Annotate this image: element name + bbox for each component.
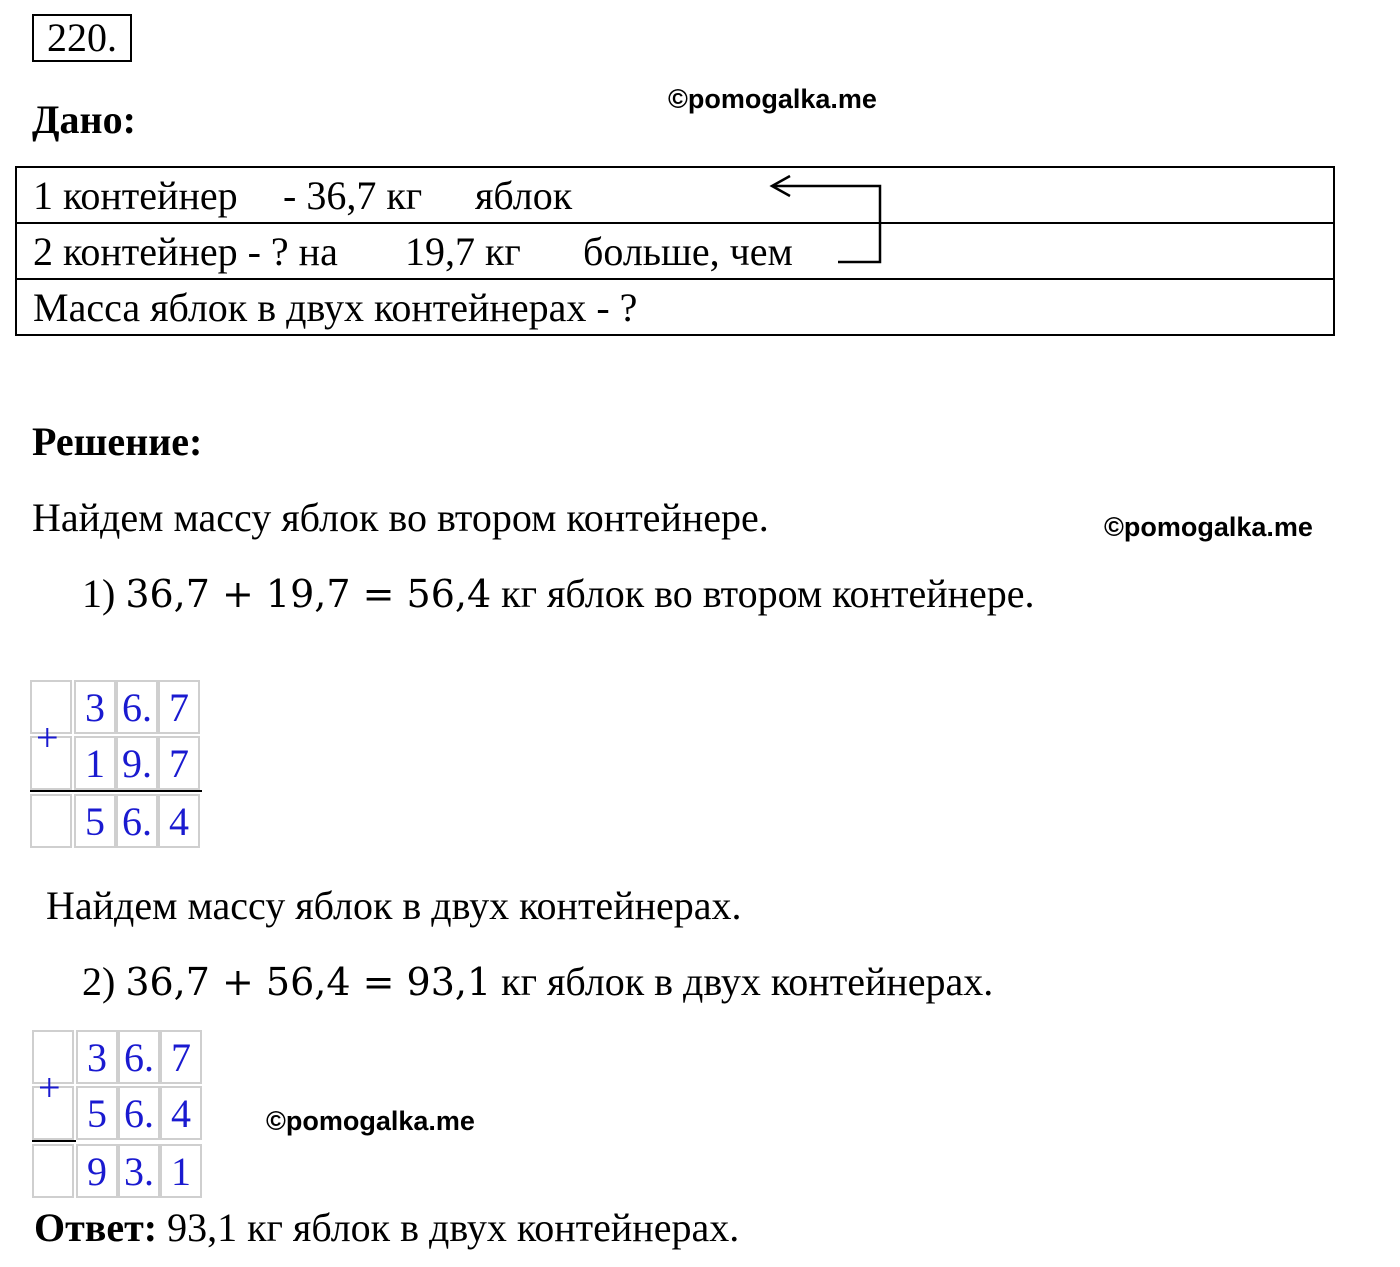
digit-cell: 7 (158, 680, 200, 734)
digit-cell: 5 (74, 794, 116, 848)
problem-number: 220. (32, 14, 132, 62)
digit-cell: 7 (160, 1030, 202, 1084)
watermark: ©pomogalka.me (1104, 512, 1313, 542)
given-heading: Дано: (32, 97, 136, 142)
result-line (32, 1140, 76, 1142)
given-row-2-value: 19,7 кг (405, 229, 521, 274)
step1-intro: Найдем массу яблок во втором контейнере. (32, 495, 769, 540)
given-row-3 (17, 280, 1333, 336)
given-table (15, 166, 1335, 336)
given-row-1-label: 1 контейнер (33, 173, 238, 218)
answer-text: 93,1 кг яблок в двух контейнерах. (167, 1205, 740, 1250)
given-row-2 (17, 224, 1333, 280)
watermark: ©pomogalka.me (266, 1106, 475, 1136)
digit-cell: 5 (76, 1086, 118, 1140)
given-row-1-value: - 36,7 кг (283, 173, 423, 218)
digit-cell: 4 (158, 794, 200, 848)
digit-cell: 4 (160, 1086, 202, 1140)
step2-suffix: кг яблок в двух контейнерах. (501, 959, 994, 1004)
digit-cell: 3. (118, 1144, 160, 1198)
given-row-1 (17, 168, 1333, 224)
digit-cell: 1 (160, 1144, 202, 1198)
step2-equation (82, 958, 993, 1005)
digit-cell: 3 (76, 1030, 118, 1084)
column-addition-1 (30, 680, 202, 848)
step1-expression: 36,7 + 19,7 = 56,4 (125, 572, 492, 616)
step2-prefix: 2) (82, 959, 116, 1004)
answer-label: Ответ: (34, 1205, 158, 1250)
watermark: ©pomogalka.me (668, 84, 877, 114)
step1-suffix: кг яблок во втором контейнере. (501, 571, 1035, 616)
step1-prefix: 1) (82, 571, 116, 616)
given-row-2-compare: больше, чем (583, 229, 793, 274)
digit-cell: 9 (76, 1144, 118, 1198)
comparison-arrow-icon (760, 170, 890, 270)
step2-expression: 36,7 + 56,4 = 93,1 (125, 960, 492, 1004)
digit-cell: 6. (118, 1030, 160, 1084)
given-row-2-label: 2 контейнер - ? на (33, 229, 338, 274)
answer-line (34, 1204, 739, 1251)
result-line (30, 790, 202, 792)
digit-cell: 3 (74, 680, 116, 734)
digit-cell: 9. (116, 736, 158, 790)
digit-cell: 6. (116, 680, 158, 734)
digit-cell: 1 (74, 736, 116, 790)
plus-sign: + (38, 1065, 61, 1110)
step2-intro: Найдем массу яблок в двух контейнерах. (46, 883, 742, 928)
digit-cell: 6. (118, 1086, 160, 1140)
solution-heading: Решение: (32, 419, 203, 464)
given-row-3-label: Масса яблок в двух контейнерах - ? (33, 285, 638, 330)
step1-equation (82, 570, 1035, 617)
digit-cell: 6. (116, 794, 158, 848)
digit-cell: 7 (158, 736, 200, 790)
given-row-1-item: яблок (475, 173, 573, 218)
plus-sign: + (36, 715, 59, 760)
column-addition-2 (32, 1030, 204, 1198)
